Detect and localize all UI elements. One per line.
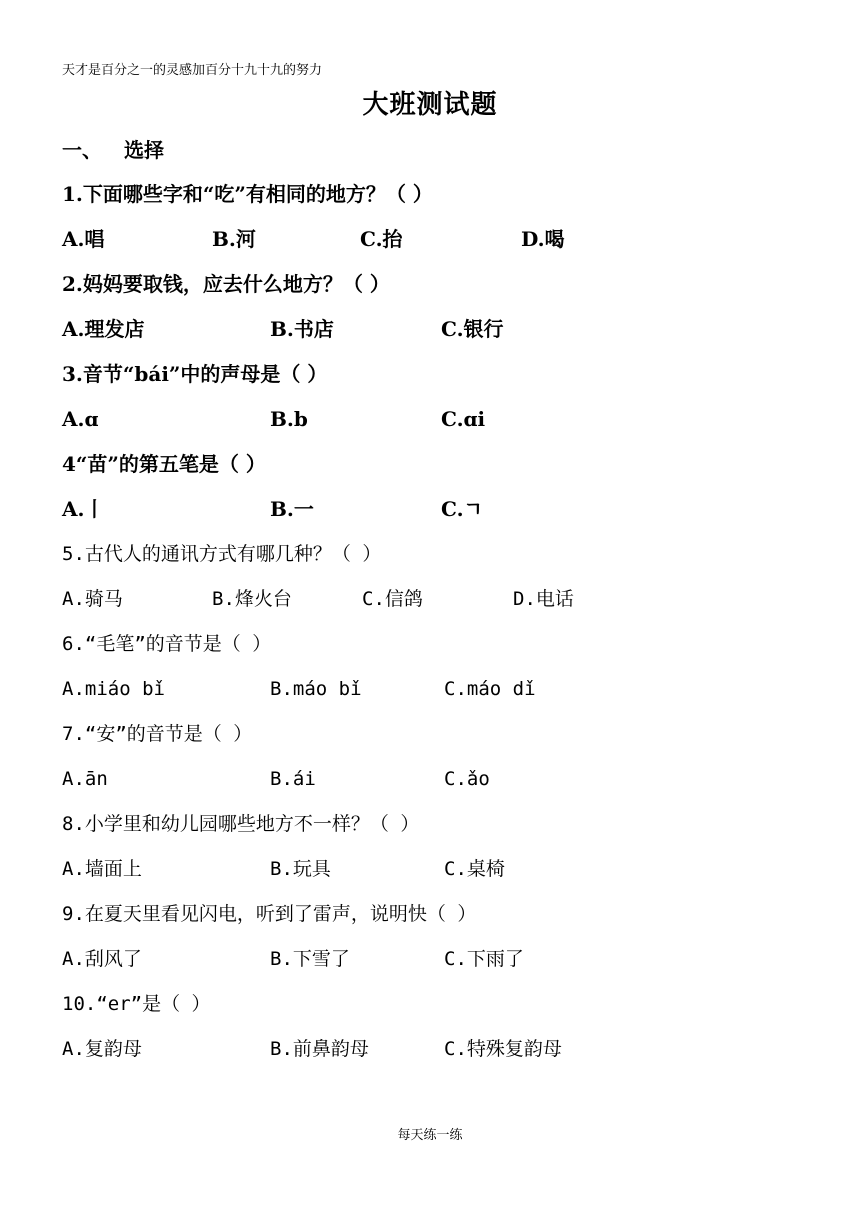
question-2: 2.妈妈要取钱，应去什么地方？（ ） <box>62 272 390 296</box>
question-5-option-b: B.烽火台 <box>212 588 292 610</box>
question-6-option-c: C.máo dǐ <box>444 678 536 700</box>
question-4-option-a: A.丨 <box>62 497 105 521</box>
question-7-option-a: A.ān <box>62 768 108 790</box>
question-5: 5.古代人的通讯方式有哪几种？（ ） <box>62 543 382 565</box>
question-1-option-c: C.抬 <box>360 227 403 251</box>
question-8-option-a: A.墙面上 <box>62 858 142 880</box>
question-6-option-a: A.miáo bǐ <box>62 678 165 700</box>
header-motto: 天才是百分之一的灵感加百分十九十九的努力 <box>62 63 323 78</box>
question-2-option-b: B.书店 <box>270 317 334 341</box>
question-3-option-a: A.ɑ <box>62 407 99 431</box>
question-5-option-a: A.骑马 <box>62 588 123 610</box>
question-10-option-b: B.前鼻韵母 <box>270 1038 369 1060</box>
question-6: 6.“毛笔”的音节是（ ） <box>62 633 272 655</box>
question-8: 8.小学里和幼儿园哪些地方不一样？（ ） <box>62 813 420 835</box>
question-7-option-c: C.ǎo <box>444 768 490 790</box>
question-10: 10.“er”是（ ） <box>62 993 211 1015</box>
section-number: 一、 <box>62 138 102 162</box>
question-8-option-b: B.玩具 <box>270 858 331 880</box>
question-4-option-b: B.一 <box>270 497 314 521</box>
page-title: 大班测试题 <box>362 90 498 120</box>
question-8-option-c: C.桌椅 <box>444 858 505 880</box>
question-5-option-d: D.电话 <box>513 588 574 610</box>
section-label: 选择 <box>124 138 164 162</box>
question-9-option-c: C.下雨了 <box>444 948 524 970</box>
question-10-option-c: C.特殊复韵母 <box>444 1038 562 1060</box>
question-4: 4“苗”的第五笔是（ ） <box>62 452 266 476</box>
question-4-option-c: C.ㄱ <box>441 497 483 521</box>
section-heading <box>62 136 164 164</box>
question-3-option-b: B.b <box>270 407 308 431</box>
question-1-option-d: D.喝 <box>521 227 565 251</box>
question-9-option-a: A.刮风了 <box>62 948 142 970</box>
question-6-option-b: B.máo bǐ <box>270 678 362 700</box>
question-3-option-c: C.ɑi <box>441 407 486 431</box>
question-1-option-b: B.河 <box>212 227 256 251</box>
footer-note: 每天练一练 <box>397 1128 463 1143</box>
question-5-option-c: C.信鸽 <box>362 588 423 610</box>
question-7-option-b: B.ái <box>270 768 316 790</box>
question-1: 1.下面哪些字和“吃”有相同的地方？（ ） <box>62 182 433 206</box>
question-9-option-b: B.下雪了 <box>270 948 350 970</box>
question-2-option-c: C.银行 <box>441 317 504 341</box>
question-10-option-a: A.复韵母 <box>62 1038 142 1060</box>
question-3: 3.音节“bái”中的声母是（ ） <box>62 362 328 386</box>
question-1-option-a: A.唱 <box>62 227 105 251</box>
question-9: 9.在夏天里看见闪电，听到了雷声，说明快（ ） <box>62 903 477 925</box>
question-7: 7.“安”的音节是（ ） <box>62 723 253 745</box>
question-2-option-a: A.理发店 <box>62 317 145 341</box>
